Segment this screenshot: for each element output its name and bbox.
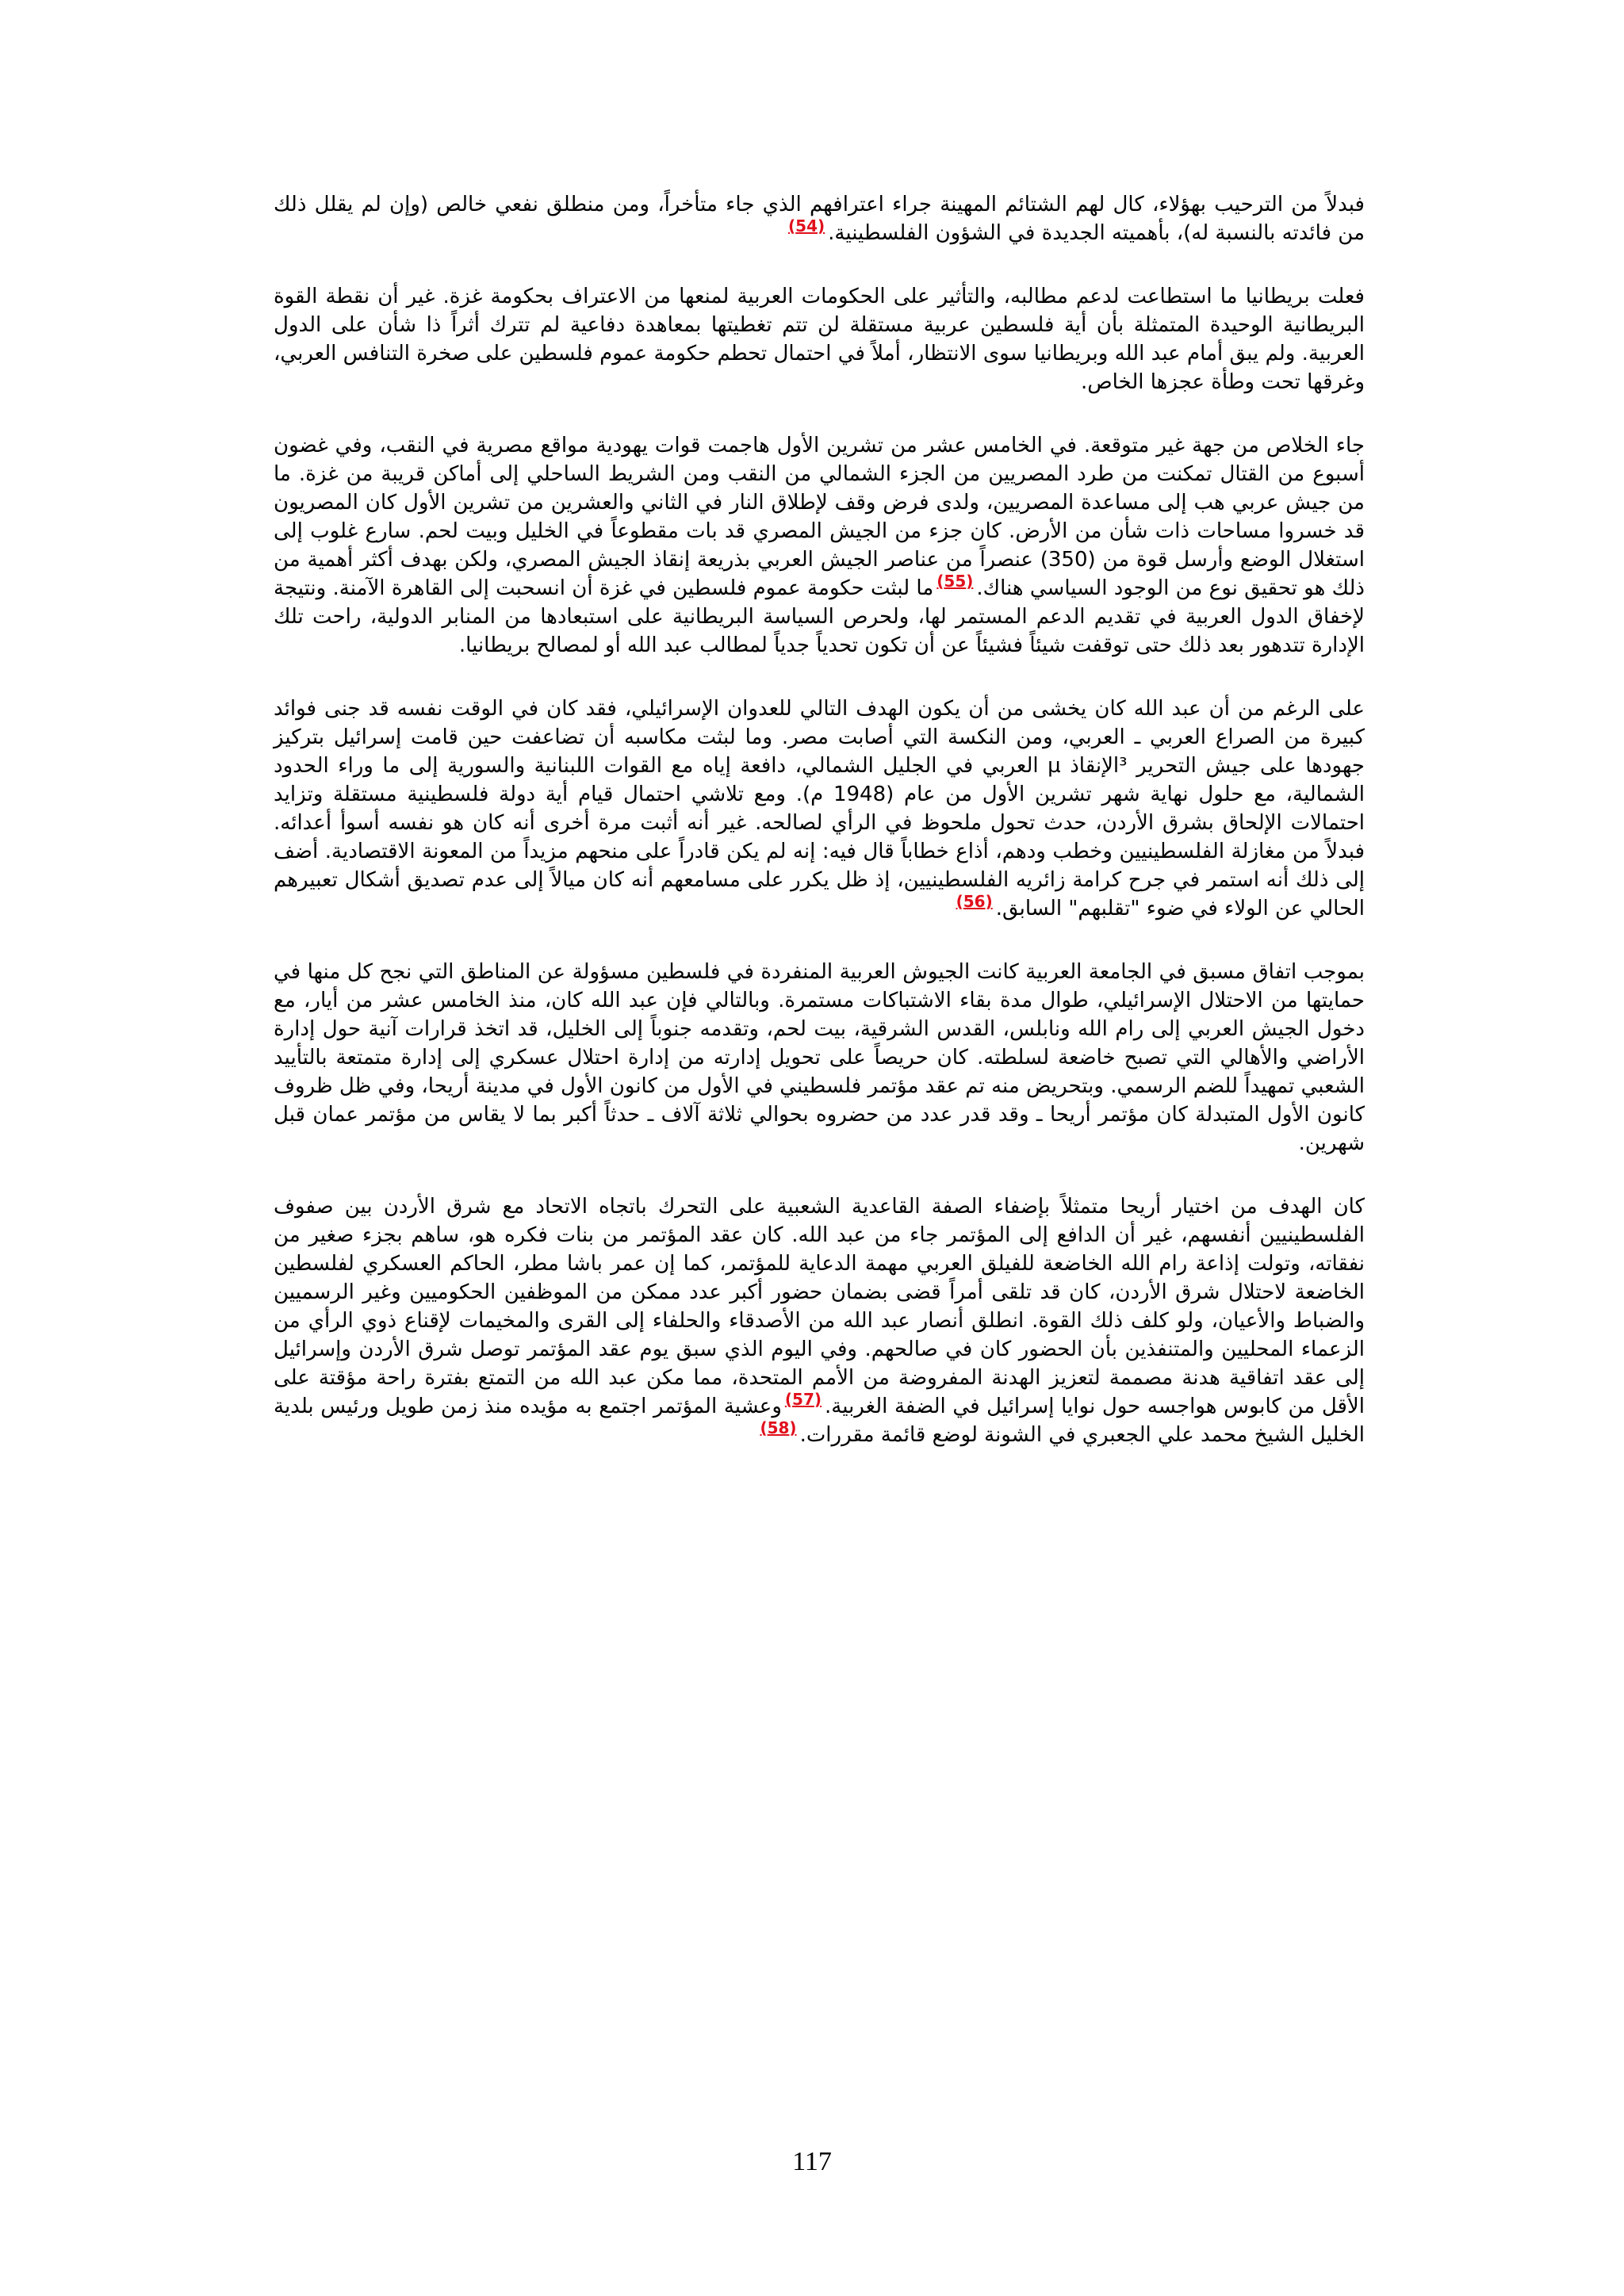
paragraph-2 <box>274 282 1365 396</box>
page-number: 117 <box>792 2147 832 2176</box>
paragraph-1-text: فبدلاً من الترحيب بهؤلاء، كال لهم الشتائم المهينة جراء اعترافهم الذي جاء متأخراً، ومن منطلق نفعي خالص (وإن لم يقلل ذلك من فائدته بالنسبة له)، بأهميته الجديدة في الشؤون الفلسطينية. <box>274 193 1365 245</box>
paragraph-5-text: بموجب اتفاق مسبق في الجامعة العربية كانت الجيوش العربية المنفردة في فلسطين مسؤولة عن المناطق التي نجح كل منها في حمايتها من الاحتلال الإسرائيلي، طوال مدة بقاء الاشتباكات مستمرة. وبالتالي فإن عبد الله كان، منذ الخامس عشر من أيار، مع دخول الجيش العربي إلى رام الله ونابلس، القدس الشرقية، بيت لحم، وتقدمه جنوباً إلى الخليل، قد اتخذ قرارات آنية حول إدارة الأراضي والأهالي التي تصبح خاضعة لسلطته. كان حريصاً على تحويل إدارته من إدارة احتلال عسكري إلى إدارة متمتعة بالتأييد الشعبي تمهيداً للضم الرسمي. وبتحريض منه تم عقد مؤتمر فلسطيني في الأول من كانون الأول في مدينة أريحا، وفي ظل ظروف كانون الأول المتبدلة كان مؤتمر أريحا ـ وقد قدر عدد من حضروه بحوالي ثلاثة آلاف ـ حدثاً أكبر بما لا يقاس من مؤتمر عمان قبل شهرين. <box>274 960 1365 1155</box>
footnote-link-58[interactable]: (58) <box>760 1418 797 1438</box>
paragraph-5 <box>274 958 1365 1158</box>
footnote-link-56[interactable]: (56) <box>956 892 993 912</box>
paragraph-4-text: على الرغم من أن عبد الله كان يخشى من أن يكون الهدف التالي للعدوان الإسرائيلي، فقد كان في الوقت نفسه قد جنى فوائد كبيرة من الصراع العربي ـ العربي، ومن النكسة التي أصابت مصر. وما لبثت مكاسبه أن تضاعفت حين قامت إسرائيل بتركيز جهودها على جيش التحرير ³الإنقاذ µ العربي في الجليل الشمالي، دافعة إياه مع القوات اللبنانية والسورية إلى ما وراء الحدود الشمالية، مع حلول نهاية شهر تشرين الأول من عام (1948 م). ومع تلاشي احتمال قيام أية دولة فلسطينية مستقلة وتزايد احتمالات الإلحاق بشرق الأردن، حدث تحول ملحوظ في الرأي لصالحه. غير أنه أثبت مرة أخرى أنه كان هو نفسه أسوأ أعدائه. فبدلاً من مغازلة الفلسطينيين وخطب ودهم، أذاع خطاباً قال فيه: إنه لم يكن قادراً على منحهم مزيداً من المعونة الاقتصادية. أضف إلى ذلك أنه استمر في جرح كرامة زائريه الفلسطينيين، إذ ظل يكرر على مسامعهم أنه كان ميالاً إلى عدم تصديق أشكال تعبيرهم الحالي عن الولاء في ضوء "تقلبهم" السابق. <box>274 697 1365 920</box>
paragraph-6-text-before: كان الهدف من اختيار أريحا متمثلاً بإضفاء الصفة القاعدية الشعبية على التحرك باتجاه الاتحاد مع شرق الأردن بين صفوف الفلسطينيين أنفسهم، غير أن الدافع إلى المؤتمر جاء من عبد الله. كان عقد المؤتمر من بنات فكره هو، ساهم بجزء صغير من نفقاته، وتولت إذاعة رام الله الخاضعة للفيلق العربي مهمة الدعاية للمؤتمر، كما إن عمر باشا مطر، الحاكم العسكري لفلسطين الخاضعة لاحتلال شرق الأردن، كان قد تلقى أمراً قضى بضمان حضور أكبر عدد ممكن من الموظفين الحكوميين وغير الرسميين والضباط والأعيان، ولو كلف ذلك القوة. انطلق أنصار عبد الله من الأصدقاء والحلفاء إلى القرى والمخيمات لإقناع ذوي الرأي من الزعماء المحليين والمتنفذين بأن الحضور كان في صالحهم. وفي اليوم الذي سبق يوم عقد المؤتمر توصل شرق الأردن وإسرائيل إلى عقد اتفاقية هدنة مصممة لتعزيز الهدنة المفروضة من الأمم المتحدة، مما مكن عبد الله من التمتع بفترة راحة مؤقتة على الأقل من كابوس هواجسه حول نوايا إسرائيل في الضفة الغربية. <box>274 1195 1365 1418</box>
paragraph-3-text-before: جاء الخلاص من جهة غير متوقعة. في الخامس عشر من تشرين الأول هاجمت قوات يهودية مواقع مصرية في النقب، وفي غضون أسبوع من القتال تمكنت من طرد المصريين من الجزء الشمالي من النقب ومن الشريط الساحلي إلى أماكن قريبة من غزة. ما من جيش عربي هب إلى مساعدة المصريين، ولدى فرض وقف لإطلاق النار في الثاني والعشرين من تشرين الأول كان المصريون قد خسروا مساحات ذات شأن من الأرض. كان جزء من الجيش المصري قد بات مقطوعاً في الخليل وبيت لحم. سارع غلوب إلى استغلال الوضع وأرسل قوة من (350) عنصراً من عناصر الجيش العربي بذريعة إنقاذ الجيش المصري، ولكن بهدف أكثر أهمية من ذلك هو تحقيق نوع من الوجود السياسي هناك. <box>274 434 1365 600</box>
paragraph-3 <box>274 431 1365 660</box>
footnote-link-55[interactable]: (55) <box>936 572 974 591</box>
paragraph-2-text: فعلت بريطانيا ما استطاعت لدعم مطالبه، والتأثير على الحكومات العربية لمنعها من الاعتراف بحكومة غزة. غير أن نقطة القوة البريطانية الوحيدة المتمثلة بأن أية فلسطين عربية مستقلة لن تتم تغطيتها بمعاهدة دفاعية لم تترك أثراً ذا شأن على الدول العربية. ولم يبق أمام عبد الله وبريطانيا سوى الانتظار، أملاً في احتمال تحطم حكومة عموم فلسطين على صخرة التنافس العربي، وغرقها تحت وطأة عجزها الخاص. <box>274 285 1365 394</box>
paragraph-3-text-after: ما لبثت حكومة عموم فلسطين في غزة أن انسحبت إلى القاهرة الآمنة. ونتيجة لإخفاق الدول العربية في تقديم الدعم المستمر لها، ولحرص السياسة البريطانية على استبعادها من المنابر الدولية، راحت تلك الإدارة تتدهور بعد ذلك حتى توقفت شيئاً فشيئاً عن أن تكون تحدياً جدياً لمطالب عبد الله أو لمصالح بريطانيا. <box>274 576 1365 657</box>
paragraph-4 <box>274 695 1365 923</box>
footnote-link-57[interactable]: (57) <box>784 1390 822 1410</box>
footnote-link-54[interactable]: (54) <box>788 216 825 236</box>
document-body <box>274 190 1365 2252</box>
paragraph-1 <box>274 190 1365 247</box>
paragraph-6-text-after: وعشية المؤتمر اجتمع به مؤيده منذ زمن طويل ورئيس بلدية الخليل الشيخ محمد علي الجعبري في الشونة لوضع قائمة مقررات. <box>274 1395 1365 1447</box>
paragraph-6 <box>274 1192 1365 1449</box>
